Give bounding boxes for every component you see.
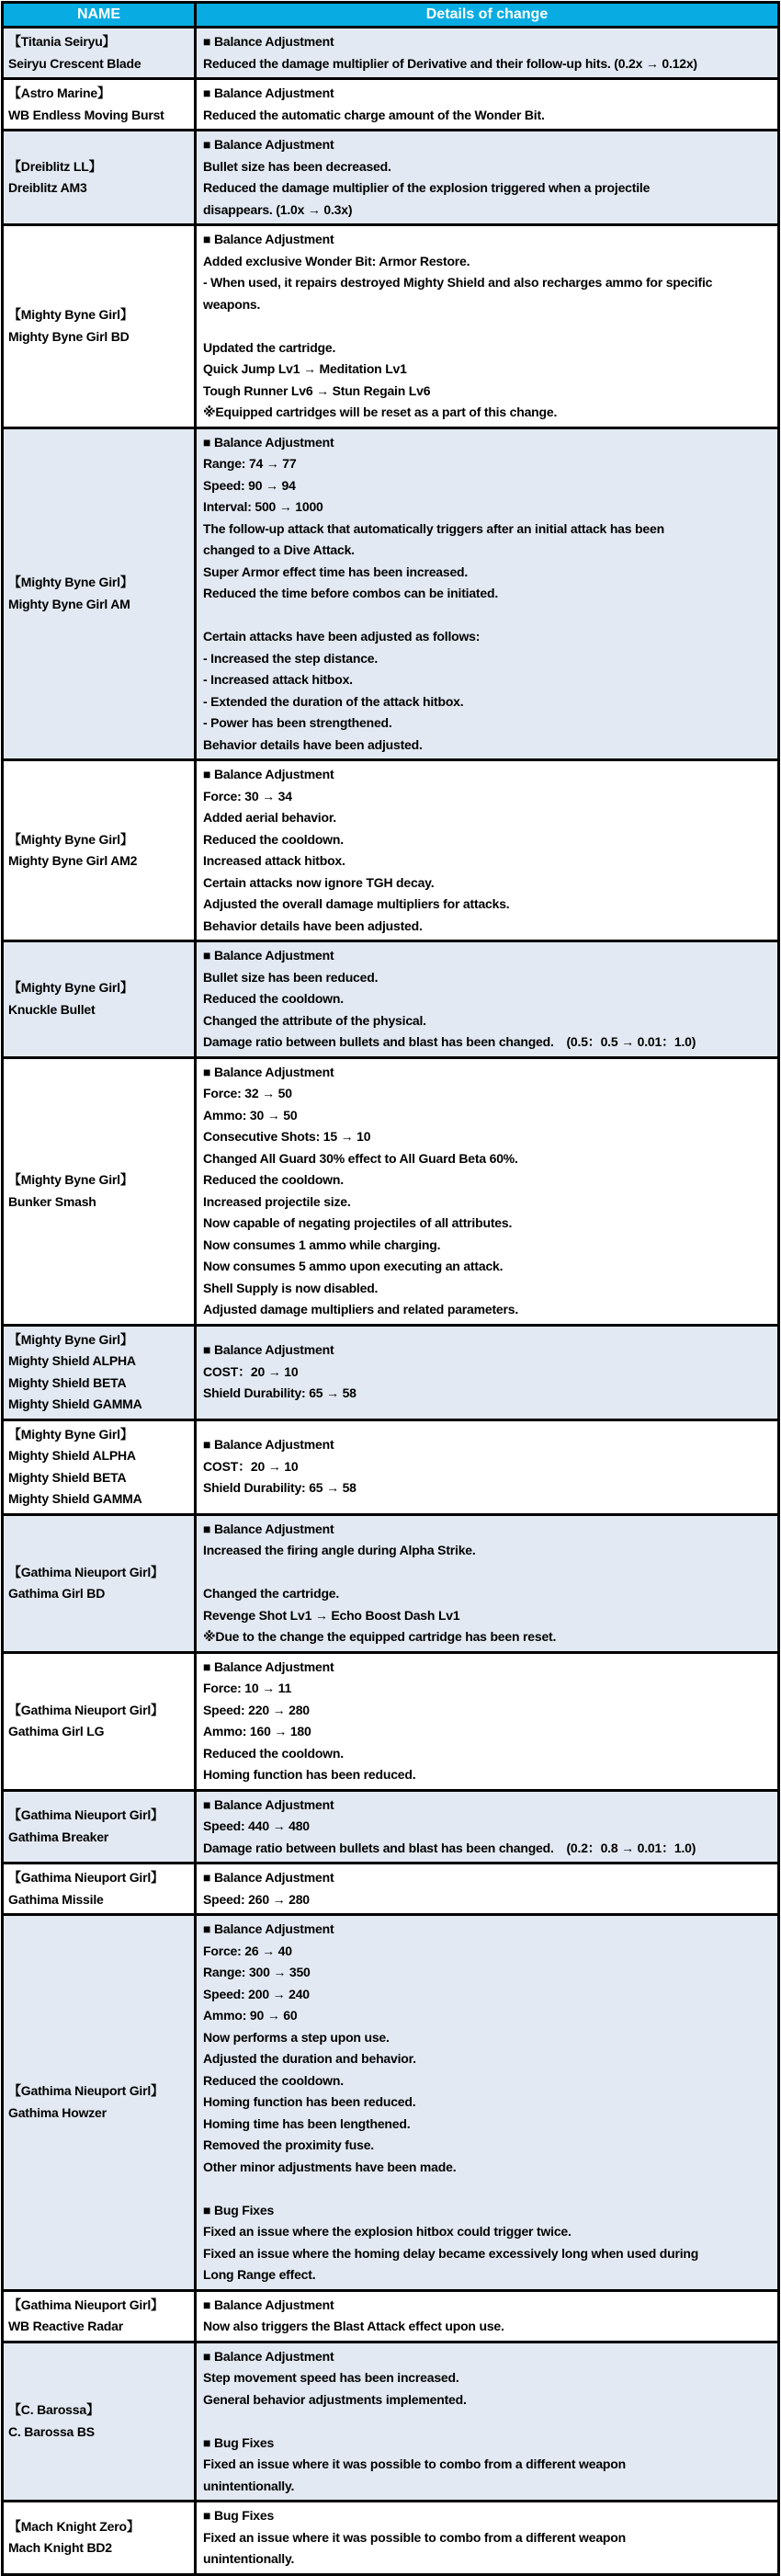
- detail-line: Speed: 90 → 94: [203, 477, 296, 493]
- detail-line: Shield Durability: 65 → 58: [203, 1480, 357, 1496]
- detail-line: Fixed an issue where the explosion hitbox could trigger twice.: [203, 2224, 572, 2239]
- change-details-cell: [197, 1916, 777, 2289]
- detail-line: Increased attack hitbox.: [203, 853, 345, 868]
- detail-line: ■ Bug Fixes: [203, 2508, 275, 2523]
- change-details-cell: [197, 28, 777, 77]
- detail-line: COST：20 → 10: [203, 1458, 299, 1474]
- weapon-name-cell: [4, 942, 197, 1056]
- name-line: Seiryu Crescent Blade: [8, 55, 141, 71]
- detail-line: ■ Balance Adjustment: [203, 137, 334, 152]
- detail-line: ■ Balance Adjustment: [203, 434, 334, 450]
- name-line: Mighty Shield ALPHA: [8, 1353, 136, 1368]
- detail-line: Reduced the cooldown.: [203, 2072, 344, 2088]
- detail-line: - When used, it repairs destroyed Mighty Shield and also recharges ammo for specific: [203, 275, 713, 290]
- detail-line: Reduced the cooldown.: [203, 1172, 344, 1187]
- detail-line: Range: 74 → 77: [203, 456, 297, 471]
- name-line: 【Mighty Byne Girl】: [8, 980, 133, 996]
- weapon-name-cell: [4, 429, 197, 759]
- change-details-cell: [197, 2343, 777, 2501]
- table-row-13: [4, 1792, 777, 1865]
- weapon-name-cell: [4, 1059, 197, 1324]
- detail-line: Homing time has been lengthened.: [203, 2115, 411, 2131]
- table-header-row: [4, 4, 777, 28]
- detail-line: - Extended the duration of the attack hitbox.: [203, 693, 464, 709]
- detail-line: Changed the attribute of the physical.: [203, 1012, 426, 1028]
- name-line: 【Gathima Nieuport Girl】: [8, 1807, 164, 1823]
- name-line: Dreiblitz AM3: [8, 180, 87, 195]
- name-line: Mighty Shield BETA: [8, 1374, 127, 1390]
- detail-line: Adjusted the overall damage multipliers for attacks.: [203, 896, 510, 911]
- name-line: 【Mighty Byne Girl】: [8, 1172, 133, 1187]
- detail-line: Added exclusive Wonder Bit: Armor Restore.: [203, 253, 470, 268]
- name-line: 【Mighty Byne Girl】: [8, 575, 133, 590]
- name-line: Mighty Shield GAMMA: [8, 1491, 142, 1506]
- detail-line: [203, 2178, 774, 2200]
- detail-line: Reduced the cooldown.: [203, 1745, 344, 1761]
- detail-line: Force: 26 → 40: [203, 1943, 292, 1958]
- detail-line: Super Armor effect time has been increased.: [203, 564, 469, 579]
- change-details-cell: [197, 1059, 777, 1324]
- weapon-name-cell: [4, 2292, 197, 2341]
- name-line: C. Barossa BS: [8, 2423, 95, 2439]
- detail-line: Interval: 500 → 1000: [203, 499, 323, 514]
- weapon-name-cell: [4, 1792, 197, 1863]
- detail-line: Reduced the damage multiplier of Derivative and their follow-up hits. (0.2x → 0.12x): [203, 55, 697, 71]
- name-line: Gathima Missile: [8, 1891, 104, 1907]
- detail-line: [203, 605, 774, 627]
- change-details-cell: [197, 429, 777, 759]
- name-line: Mach Knight BD2: [8, 2540, 112, 2556]
- column-header-details: Details of change: [425, 6, 549, 22]
- detail-line: Reduced the cooldown.: [203, 831, 344, 847]
- detail-line: Force: 30 → 34: [203, 788, 292, 804]
- name-line: Mighty Byne Girl BD: [8, 328, 130, 344]
- detail-line: ■ Balance Adjustment: [203, 85, 334, 100]
- detail-line: weapons.: [203, 296, 261, 312]
- name-line: 【Mighty Byne Girl】: [8, 307, 133, 323]
- name-line: Knuckle Bullet: [8, 1001, 96, 1017]
- detail-line: Fixed an issue where it was possible to combo from a different weapon: [203, 2456, 626, 2471]
- weapon-name-cell: [4, 28, 197, 77]
- detail-line: COST：20 → 10: [203, 1363, 299, 1379]
- table-row-3: [4, 131, 777, 226]
- change-details-cell: [197, 1327, 777, 1419]
- table-row-17: [4, 2343, 777, 2503]
- detail-line: Reduced the damage multiplier of the explosion triggered when a projectile: [203, 180, 651, 195]
- detail-line: Speed: 200 → 240: [203, 1986, 310, 2001]
- detail-line: - Increased the step distance.: [203, 650, 379, 666]
- detail-line: Step movement speed has been increased.: [203, 2370, 459, 2385]
- detail-line: ■ Bug Fixes: [203, 2434, 275, 2450]
- detail-line: Other minor adjustments have been made.: [203, 2159, 457, 2174]
- name-line: 【Astro Marine】: [8, 85, 110, 100]
- name-line: WB Reactive Radar: [8, 2319, 123, 2333]
- name-line: 【Mighty Byne Girl】: [8, 1426, 133, 1442]
- detail-line: Speed: 220 → 280: [203, 1702, 310, 1717]
- detail-line: unintentionally.: [203, 2551, 295, 2566]
- detail-line: Behavior details have been adjusted.: [203, 736, 423, 752]
- detail-line: Increased the firing angle during Alpha Strike.: [203, 1543, 476, 1557]
- detail-line: [203, 1562, 774, 1584]
- patch-notes-table: [1, 1, 780, 2576]
- table-row-2: [4, 80, 777, 131]
- detail-line: Ammo: 160 → 180: [203, 1724, 311, 1738]
- change-details-cell: [197, 942, 777, 1056]
- detail-line: unintentionally.: [203, 2478, 295, 2493]
- detail-line: ※Equipped cartridges will be reset as a part of this change.: [203, 405, 558, 419]
- detail-line: ■ Balance Adjustment: [203, 767, 334, 781]
- detail-line: Increased projectile size.: [203, 1193, 351, 1209]
- detail-line: Ammo: 90 → 60: [203, 2008, 298, 2023]
- detail-line: ■ Balance Adjustment: [203, 1064, 334, 1079]
- change-details-cell: [197, 1864, 777, 1913]
- name-line: Gathima Howzer: [8, 2104, 107, 2120]
- name-line: 【Mighty Byne Girl】: [8, 831, 133, 847]
- detail-line: The follow-up attack that automatically triggers after an initial attack has been: [203, 520, 664, 536]
- weapon-name-cell: [4, 2343, 197, 2501]
- column-header-name: NAME: [4, 4, 197, 26]
- name-line: Mighty Shield GAMMA: [8, 1396, 142, 1411]
- table-row-4: [4, 226, 777, 429]
- detail-line: Now consumes 5 ammo upon executing an attack.: [203, 1259, 504, 1273]
- detail-line: Shell Supply is now disabled.: [203, 1280, 379, 1295]
- detail-line: Force: 32 → 50: [203, 1086, 292, 1100]
- name-line: 【Titania Seiryu】: [8, 34, 116, 49]
- detail-line: Tough Runner Lv6 → Stun Regain Lv6: [203, 382, 431, 398]
- name-line: 【Dreiblitz LL】: [8, 158, 102, 174]
- detail-line: Changed All Guard 30% effect to All Guard Beta 60%.: [203, 1150, 518, 1166]
- detail-line: Speed: 440 → 480: [203, 1818, 310, 1833]
- detail-line: Now consumes 1 ammo while charging.: [203, 1237, 441, 1252]
- detail-line: ■ Balance Adjustment: [203, 1437, 334, 1453]
- detail-line: ■ Balance Adjustment: [203, 2297, 334, 2312]
- table-row-10: [4, 1421, 777, 1516]
- detail-line: Long Range effect.: [203, 2267, 316, 2282]
- table-body: [4, 28, 777, 2573]
- weapon-name-cell: [4, 1916, 197, 2289]
- detail-line: Damage ratio between bullets and blast has been changed. (0.5：0.5 → 0.01：1.0): [203, 1034, 696, 1049]
- name-line: Bunker Smash: [8, 1193, 96, 1209]
- detail-line: Certain attacks now ignore TGH decay.: [203, 874, 435, 890]
- name-line: Mighty Shield BETA: [8, 1469, 127, 1485]
- detail-line: Updated the cartridge.: [203, 339, 336, 355]
- change-details-cell: [197, 1654, 777, 1789]
- detail-line: Behavior details have been adjusted.: [203, 918, 423, 933]
- detail-line: Consecutive Shots: 15 → 10: [203, 1129, 371, 1144]
- name-line: 【Gathima Nieuport Girl】: [8, 1702, 164, 1717]
- name-line: Mighty Byne Girl AM: [8, 596, 130, 611]
- detail-line: Shield Durability: 65 → 58: [203, 1385, 357, 1401]
- detail-line: ■ Balance Adjustment: [203, 1921, 334, 1936]
- table-row-14: [4, 1864, 777, 1916]
- name-line: Mighty Byne Girl AM2: [8, 853, 138, 868]
- detail-line: Revenge Shot Lv1 → Echo Boost Dash Lv1: [203, 1607, 460, 1623]
- detail-line: Reduced the cooldown.: [203, 991, 344, 1006]
- detail-line: [203, 315, 774, 337]
- detail-line: Now also triggers the Blast Attack effect upon use.: [203, 2319, 504, 2333]
- table-row-6: [4, 761, 777, 942]
- detail-line: disappears. (1.0x → 0.3x): [203, 201, 353, 217]
- detail-line: [203, 2411, 774, 2433]
- detail-line: ■ Bug Fixes: [203, 2202, 275, 2217]
- weapon-name-cell: [4, 1654, 197, 1789]
- detail-line: Homing function has been reduced.: [203, 1767, 416, 1782]
- change-details-cell: [197, 1792, 777, 1863]
- name-line: WB Endless Moving Burst: [8, 107, 164, 122]
- detail-line: ■ Balance Adjustment: [203, 2348, 334, 2364]
- detail-line: General behavior adjustments implemented.: [203, 2391, 467, 2407]
- change-details-cell: [197, 131, 777, 223]
- table-row-18: [4, 2502, 777, 2573]
- detail-line: Speed: 260 → 280: [203, 1891, 310, 1907]
- detail-line: Now capable of negating projectiles of all attributes.: [203, 1215, 513, 1230]
- table-row-15: [4, 1916, 777, 2292]
- weapon-name-cell: [4, 226, 197, 427]
- detail-line: - Power has been strengthened.: [203, 715, 392, 730]
- detail-line: ※Due to the change the equipped cartridge has been reset.: [203, 1629, 557, 1644]
- change-details-cell: [197, 761, 777, 940]
- name-line: 【C. Barossa】: [8, 2402, 99, 2418]
- detail-line: Now performs a step upon use.: [203, 2029, 390, 2045]
- weapon-name-cell: [4, 761, 197, 940]
- name-line: 【Gathima Nieuport Girl】: [8, 2297, 164, 2312]
- detail-line: Adjusted the duration and behavior.: [203, 2051, 416, 2066]
- change-details-cell: [197, 2292, 777, 2341]
- detail-line: ■ Balance Adjustment: [203, 1658, 334, 1674]
- weapon-name-cell: [4, 131, 197, 223]
- detail-line: ■ Balance Adjustment: [203, 232, 334, 246]
- detail-line: ■ Balance Adjustment: [203, 34, 334, 49]
- detail-line: - Increased attack hitbox.: [203, 672, 353, 687]
- table-row-5: [4, 429, 777, 762]
- change-details-cell: [197, 80, 777, 129]
- detail-line: ■ Balance Adjustment: [203, 1342, 334, 1358]
- detail-line: Certain attacks have been adjusted as follows:: [203, 629, 481, 644]
- table-row-12: [4, 1654, 777, 1792]
- detail-line: Fixed an issue where it was possible to combo from a different weapon: [203, 2529, 626, 2545]
- detail-line: Fixed an issue where the homing delay became excessively long when used during: [203, 2245, 699, 2261]
- detail-line: Bullet size has been decreased.: [203, 158, 391, 174]
- change-details-cell: [197, 1516, 777, 1651]
- weapon-name-cell: [4, 1421, 197, 1513]
- name-line: 【Gathima Nieuport Girl】: [8, 2083, 164, 2099]
- detail-line: Range: 300 → 350: [203, 1965, 311, 1979]
- weapon-name-cell: [4, 1327, 197, 1419]
- table-row-11: [4, 1516, 777, 1654]
- detail-line: Quick Jump Lv1 → Meditation Lv1: [203, 361, 407, 376]
- detail-line: Removed the proximity fuse.: [203, 2137, 374, 2152]
- detail-line: Damage ratio between bullets and blast has been changed. (0.2：0.8 → 0.01：1.0): [203, 1840, 696, 1855]
- name-line: Gathima Breaker: [8, 1829, 109, 1844]
- detail-line: Homing function has been reduced.: [203, 2094, 416, 2109]
- change-details-cell: [197, 1421, 777, 1513]
- table-row-7: [4, 942, 777, 1059]
- change-details-cell: [197, 226, 777, 427]
- table-row-9: [4, 1327, 777, 1421]
- table-row-1: [4, 28, 777, 80]
- detail-line: Changed the cartridge.: [203, 1586, 340, 1601]
- detail-line: ■ Balance Adjustment: [203, 1796, 334, 1812]
- detail-line: Reduced the time before combos can be initiated.: [203, 586, 499, 600]
- detail-line: ■ Balance Adjustment: [203, 1521, 334, 1536]
- detail-line: changed to a Dive Attack.: [203, 542, 355, 557]
- weapon-name-cell: [4, 80, 197, 129]
- weapon-name-cell: [4, 2502, 197, 2573]
- name-line: Gathima Girl LG: [8, 1724, 105, 1738]
- name-line: Mighty Shield ALPHA: [8, 1448, 136, 1463]
- table-row-16: [4, 2292, 777, 2343]
- table-row-8: [4, 1059, 777, 1327]
- detail-line: Force: 10 → 11: [203, 1681, 292, 1695]
- name-line: 【Mighty Byne Girl】: [8, 1331, 133, 1347]
- name-line: Gathima Girl BD: [8, 1586, 106, 1601]
- weapon-name-cell: [4, 1516, 197, 1651]
- name-line: 【Mach Knight Zero】: [8, 2518, 140, 2534]
- detail-line: ■ Balance Adjustment: [203, 1870, 334, 1885]
- detail-line: Reduced the automatic charge amount of the Wonder Bit.: [203, 107, 545, 122]
- name-line: 【Gathima Nieuport Girl】: [8, 1564, 164, 1579]
- change-details-cell: [197, 2502, 777, 2573]
- weapon-name-cell: [4, 1864, 197, 1913]
- detail-line: Ammo: 30 → 50: [203, 1107, 298, 1123]
- detail-line: Adjusted damage multipliers and related parameters.: [203, 1302, 519, 1316]
- detail-line: ■ Balance Adjustment: [203, 948, 334, 963]
- detail-line: Bullet size has been reduced.: [203, 969, 379, 985]
- detail-line: Added aerial behavior.: [203, 810, 336, 825]
- name-line: 【Gathima Nieuport Girl】: [8, 1870, 164, 1885]
